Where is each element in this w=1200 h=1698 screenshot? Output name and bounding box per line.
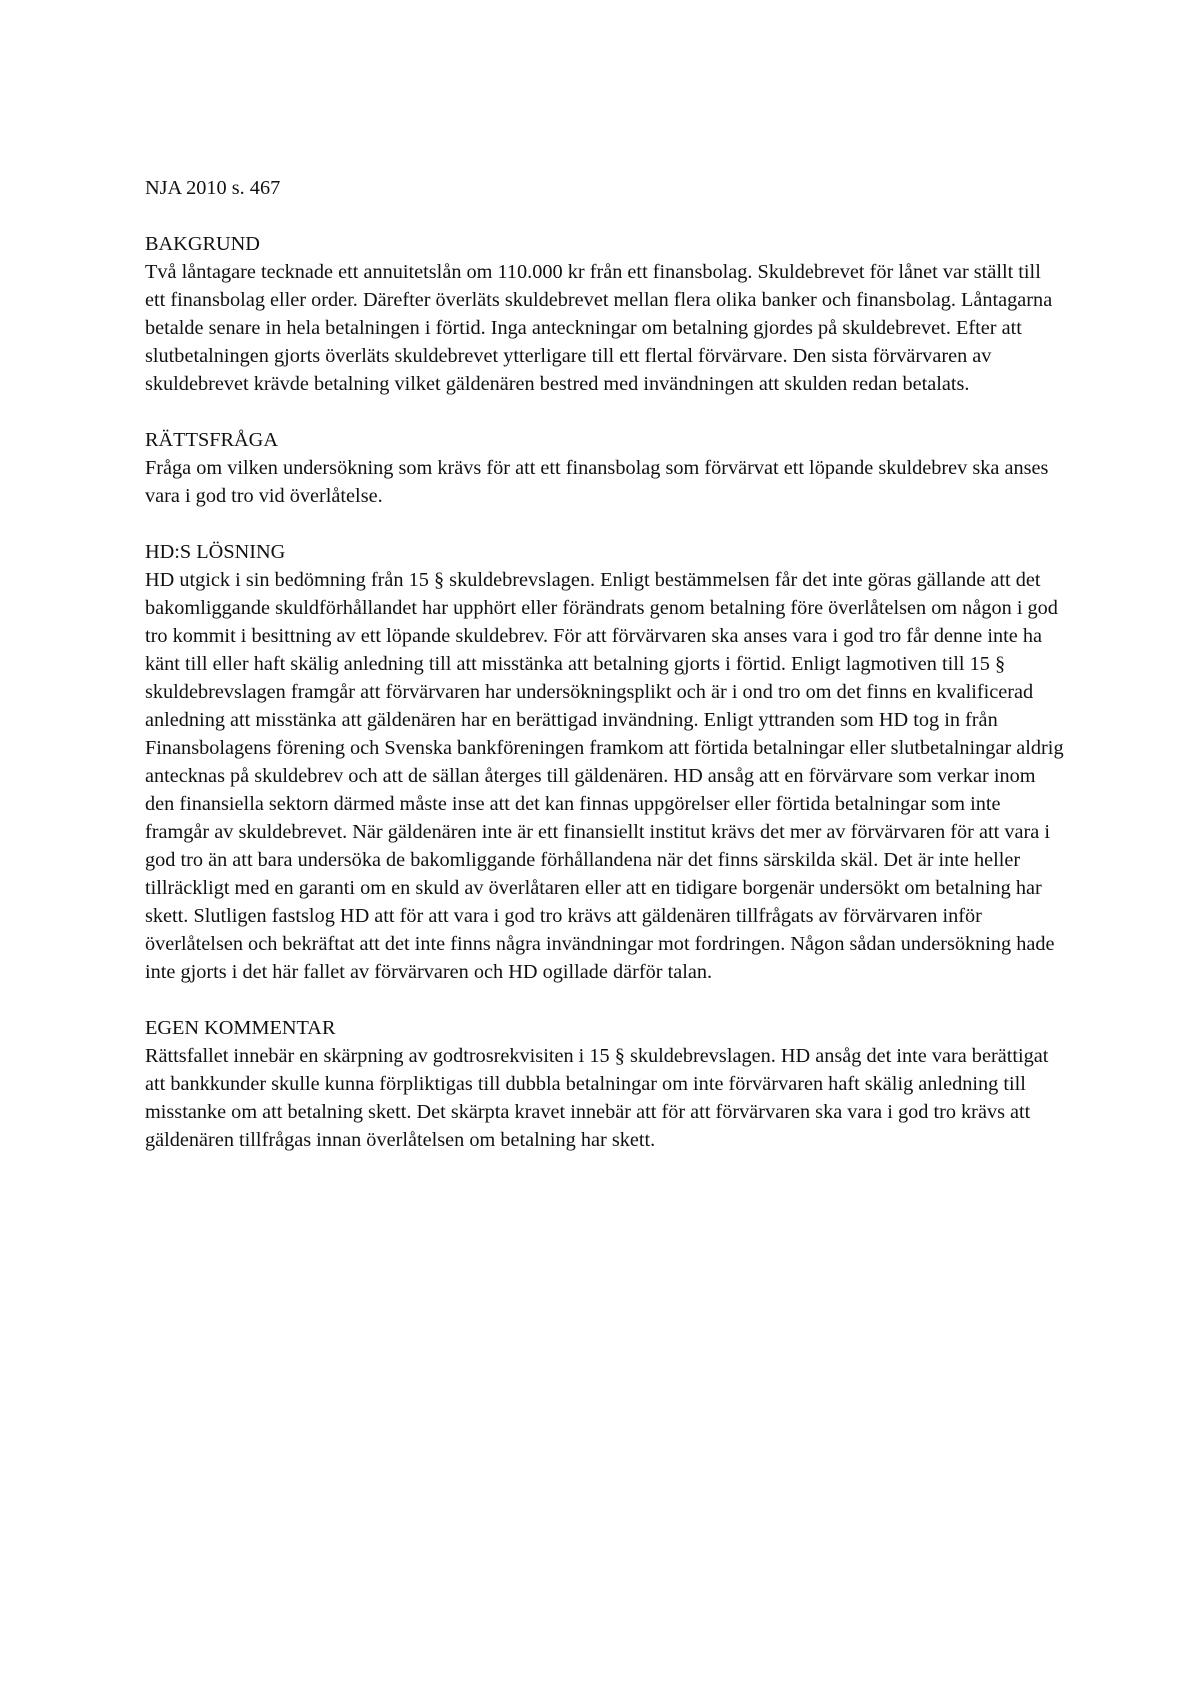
- section-hds-losning: [145, 538, 1065, 986]
- section-heading: RÄTTSFRÅGA: [145, 429, 278, 451]
- section-heading: BAKGRUND: [145, 233, 260, 255]
- section-body: Rättsfallet innebär en skärpning av godtrosrekvisiten i 15 § skuldebrevslagen. HD ansåg det inte vara berättigat att bankkunder skulle kunna förpliktigas till dubbla betalningar om inte förvärvaren haft skälig anledning till misstanke om att betalning skett. Det skärpta kravet innebär att för att förvärvaren ska vara i god tro krävs att gäldenären tillfrågas innan överlåtelsen om betalning har skett.: [145, 1045, 1049, 1151]
- section-body: HD utgick i sin bedömning från 15 § skuldebrevslagen. Enligt bestämmelsen får det inte göras gällande att det bakomliggande skuldförhållandet har upphört eller förändrats genom betalning före överlåtelsen om någon i god tro kommit i besittning av ett löpande skuldebrev. För att förvärvaren ska anses vara i god tro får denne inte ha känt till eller haft skälig anledning till att misstänka att betalning gjorts i förtid. Enligt lagmotiven till 15 § skuldebrevslagen framgår att förvärvaren har undersökningsplikt och är i ond tro om det finns en kvalificerad anledning att misstänka att gäldenären har en berättigad invändning. Enligt yttranden som HD tog in från Finansbolagens förening och Svenska bankföreningen framkom att förtida betalningar eller slutbetalningar aldrig antecknas på skuldebrev och att de sällan återges till gäldenären. HD ansåg att en förvärvare som verkar inom den finansiella sektorn därmed måste inse att det kan finnas uppgörelser eller förtida betalningar som inte framgår av skuldebrevet. När gäldenären inte är ett finansiellt institut krävs det mer av förvärvaren för att vara i god tro än att bara undersöka de bakomliggande förhållandena när det finns särskilda skäl. Det är inte heller tillräckligt med en garanti om en skuld av överlåtaren eller att en tidigare borgenär undersökt om betalning har skett. Slutligen fastslog HD att för att vara i god tro krävs att gäldenären tillfrågats av förvärvaren inför överlåtelsen och bekräftat att det inte finns några invändningar mot fordringen. Någon sådan undersökning hade inte gjorts i det här fallet av förvärvaren och HD ogillade därför talan.: [145, 569, 1064, 983]
- case-reference: NJA 2010 s. 467: [145, 177, 281, 199]
- section-bakgrund: [145, 230, 1065, 398]
- section-heading: EGEN KOMMENTAR: [145, 1017, 336, 1039]
- section-body: Fråga om vilken undersökning som krävs för att ett finansbolag som förvärvat ett löpande skuldebrev ska anses vara i god tro vid överlåtelse.: [145, 457, 1049, 507]
- section-heading: HD:S LÖSNING: [145, 541, 286, 563]
- section-rattsfraga: [145, 426, 1065, 510]
- document-content: [145, 174, 1065, 1182]
- section-egen-kommentar: [145, 1014, 1065, 1154]
- section-body: Två låntagare tecknade ett annuitetslån om 110.000 kr från ett finansbolag. Skuldebrevet för lånet var ställt till ett finansbolag eller order. Därefter överläts skuldebrevet mellan flera olika banker och finansbolag. Låntagarna betalde senare in hela betalningen i förtid. Inga anteckningar om betalning gjordes på skuldebrevet. Efter att slutbetalningen gjorts överläts skuldebrevet ytterligare till ett flertal förvärvare. Den sista förvärvaren av skuldebrevet krävde betalning vilket gäldenären bestred med invändningen att skulden redan betalats.: [145, 261, 1053, 395]
